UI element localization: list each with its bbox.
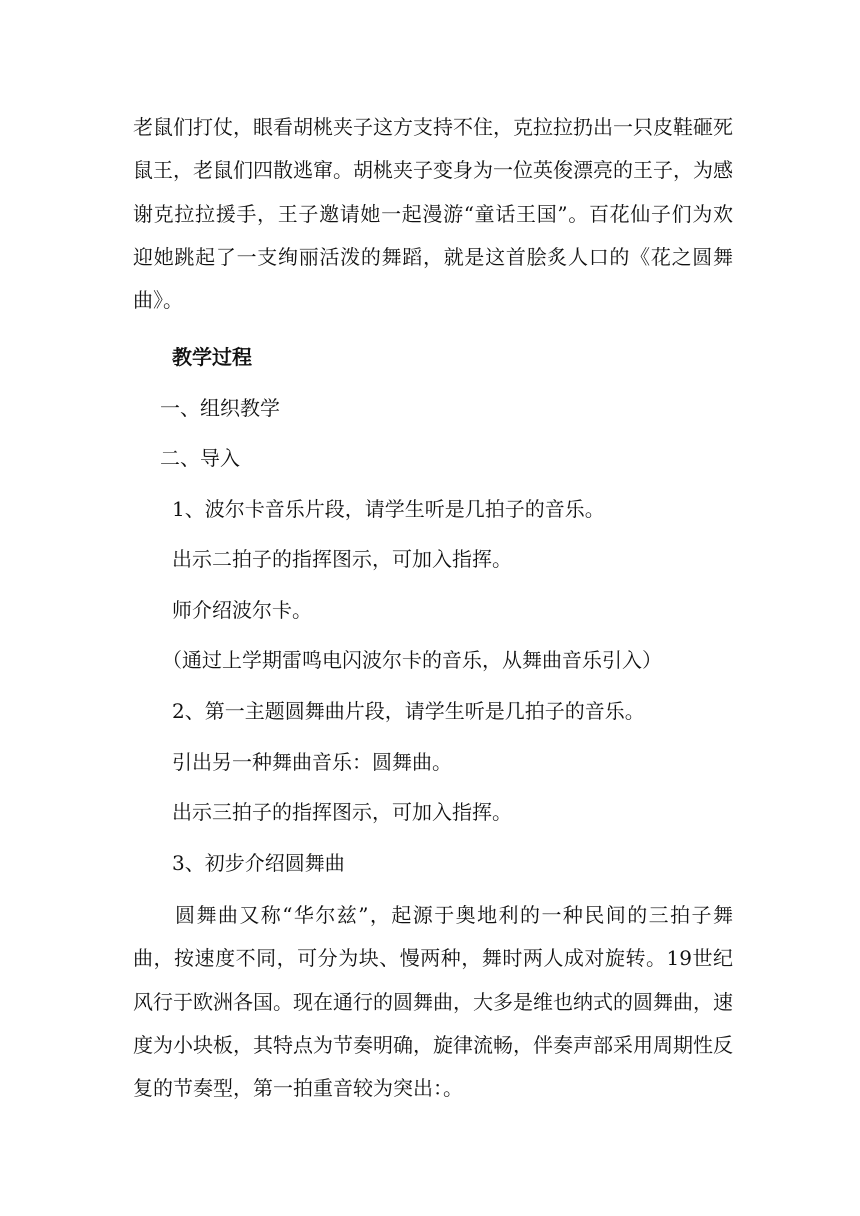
intro-paragraph: 老鼠们打仗，眼看胡桃夹子这方支持不住，克拉拉扔出一只皮鞋砸死鼠王，老鼠们四散逃窜。胡桃夹子变身为一位英俊漂亮的王子，为感谢克拉拉援手，王子邀请她一起漫游“童话王国”。百花仙子们为欢迎她跳起了一支绚丽活泼的舞蹈，就是这首脍炙人口的《花之圆舞曲》。 [133,115,733,313]
item-waltz-introduced: 引出另一种舞曲音乐：圆舞曲。 [172,750,452,774]
step-organize-teaching: 一、组织教学 [160,396,280,420]
item-polka-listening: 1、波尔卡音乐片段，请学生听是几拍子的音乐。 [172,497,605,521]
item-polka-note: （通过上学期雷鸣电闪波尔卡的音乐，从舞曲音乐引入） [162,648,662,672]
step-introduction: 二、导入 [160,446,240,470]
item-polka-intro: 师介绍波尔卡。 [172,598,312,622]
section-heading: 教学过程 [172,345,252,369]
item-duple-conducting: 出示二拍子的指挥图示，可加入指挥。 [172,547,512,571]
waltz-paragraph: 圆舞曲又称“华尔兹”，起源于奥地利的一种民间的三拍子舞曲，按速度不同，可分为块、慢两种，舞时两人成对旋转。19世纪风行于欧洲各国。现在通行的圆舞曲，大多是维也纳式的圆舞曲，速度为小块板，其特点为节奏明确，旋律流畅，伴奏声部采用周期性反复的节奏型，第一拍重音较为突出：。 [133,903,733,1101]
item-triple-conducting: 出示三拍子的指挥图示，可加入指挥。 [172,800,512,824]
item-waltz-listening: 2、第一主题圆舞曲片段，请学生听是几拍子的音乐。 [172,699,645,723]
item-waltz-intro-heading: 3、初步介绍圆舞曲 [172,851,345,875]
